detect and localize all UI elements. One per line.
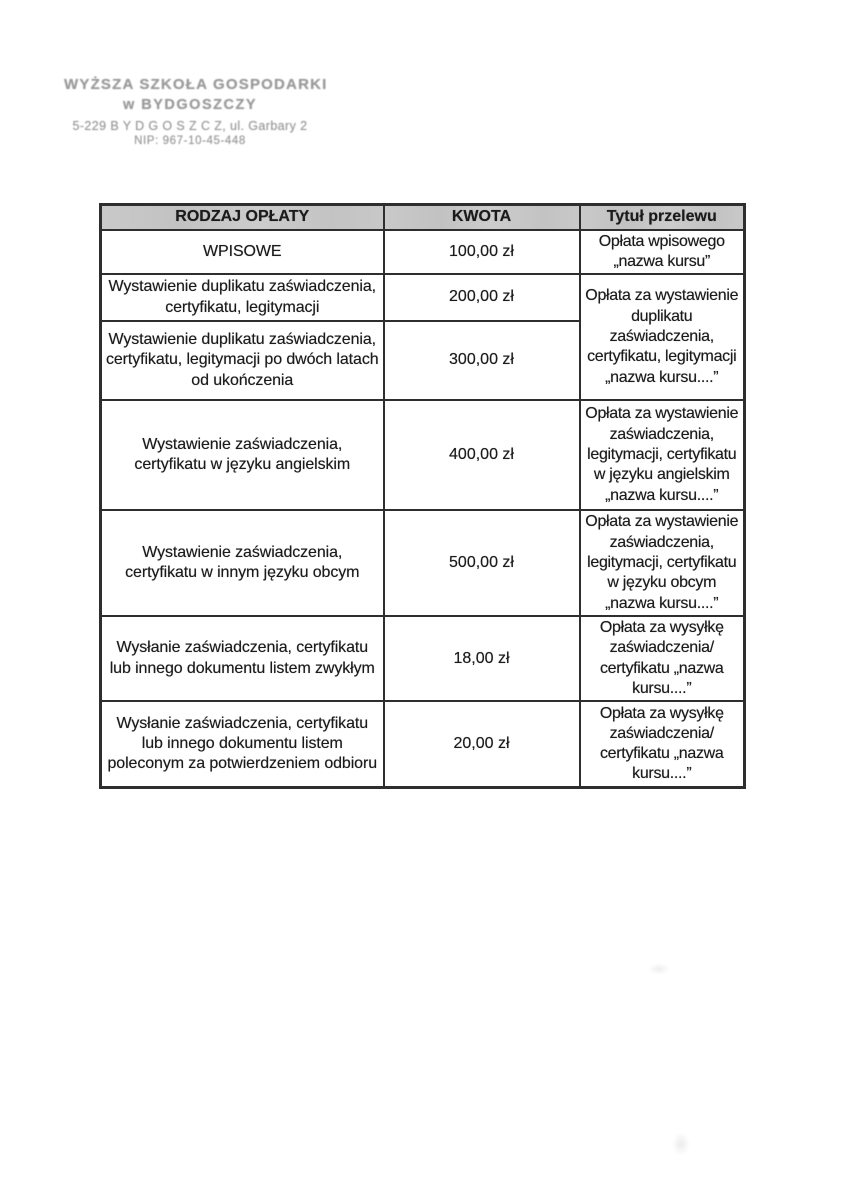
stamp-org-city: w BYDGOSZCZY xyxy=(122,97,257,113)
stamp-address: 5-229 B Y D G O S Z C Z, ul. Garbary 2 xyxy=(72,119,308,133)
header-transfer-title: Tytuł przelewu xyxy=(580,205,745,230)
transfer-title-cell-merged: Opłata za wystawienie duplikatu zaświadczenia, certyfikatu, legitymacji „nazwa kursu....” xyxy=(580,274,745,400)
amount-cell: 18,00 zł xyxy=(384,616,580,701)
transfer-title-cell: Opłata za wystawienie zaświadczenia, legitymacji, certyfikatu w języku angielskim „nazwa kursu....” xyxy=(580,400,745,510)
table-row-list-zwykly xyxy=(101,616,745,701)
scan-smudge xyxy=(648,963,670,975)
amount-cell: 300,00 zł xyxy=(384,321,580,400)
transfer-title-cell: Opłata za wysyłkę zaświadczenia/ certyfikatu „nazwa kursu....” xyxy=(580,616,745,701)
amount-cell: 200,00 zł xyxy=(384,274,580,321)
amount-cell: 500,00 zł xyxy=(384,510,580,616)
fee-type-cell: Wystawienie zaświadczenia, certyfikatu w języku angielskim xyxy=(101,400,384,510)
table-row-jezyk-angielski xyxy=(101,400,745,510)
table-row-inny-jezyk xyxy=(101,510,745,616)
table-row-duplikat xyxy=(101,274,745,321)
scan-smudge xyxy=(672,1132,690,1156)
stamp-org-name: WYŻSZA SZKOŁA GOSPODARKI xyxy=(64,76,328,93)
fee-type-cell: Wystawienie zaświadczenia, certyfikatu w innym języku obcym xyxy=(101,510,384,616)
fees-table xyxy=(99,203,746,789)
transfer-title-cell: Opłata za wystawienie zaświadczenia, legitymacji, certyfikatu w języku obcym „nazwa kursu....” xyxy=(580,510,745,616)
fee-type-cell: Wystawienie duplikatu zaświadczenia, certyfikatu, legitymacji xyxy=(101,274,384,321)
amount-cell: 100,00 zł xyxy=(384,230,580,275)
header-fee-type: RODZAJ OPŁATY xyxy=(101,205,384,230)
table-header-row xyxy=(101,205,745,230)
organization-stamp xyxy=(64,76,328,147)
header-amount: KWOTA xyxy=(384,205,580,230)
transfer-title-cell: Opłata wpisowego „nazwa kursu” xyxy=(580,230,745,275)
fee-type-cell: WPISOWE xyxy=(101,230,384,275)
table-row-wpisowe xyxy=(101,230,745,275)
table-row-list-polecony xyxy=(101,701,745,787)
fee-type-cell: Wysłanie zaświadczenia, certyfikatu lub innego dokumentu listem zwykłym xyxy=(101,616,384,701)
transfer-title-cell: Opłata za wysyłkę zaświadczenia/ certyfikatu „nazwa kursu....” xyxy=(580,701,745,787)
fee-type-cell: Wystawienie duplikatu zaświadczenia, certyfikatu, legitymacji po dwóch latach od ukończenia xyxy=(101,321,384,400)
amount-cell: 400,00 zł xyxy=(384,400,580,510)
amount-cell: 20,00 zł xyxy=(384,701,580,787)
fee-type-cell: Wysłanie zaświadczenia, certyfikatu lub innego dokumentu listem poleconym za potwierdzeniem odbioru xyxy=(101,701,384,787)
stamp-nip: NIP: 967-10-45-448 xyxy=(134,135,246,147)
